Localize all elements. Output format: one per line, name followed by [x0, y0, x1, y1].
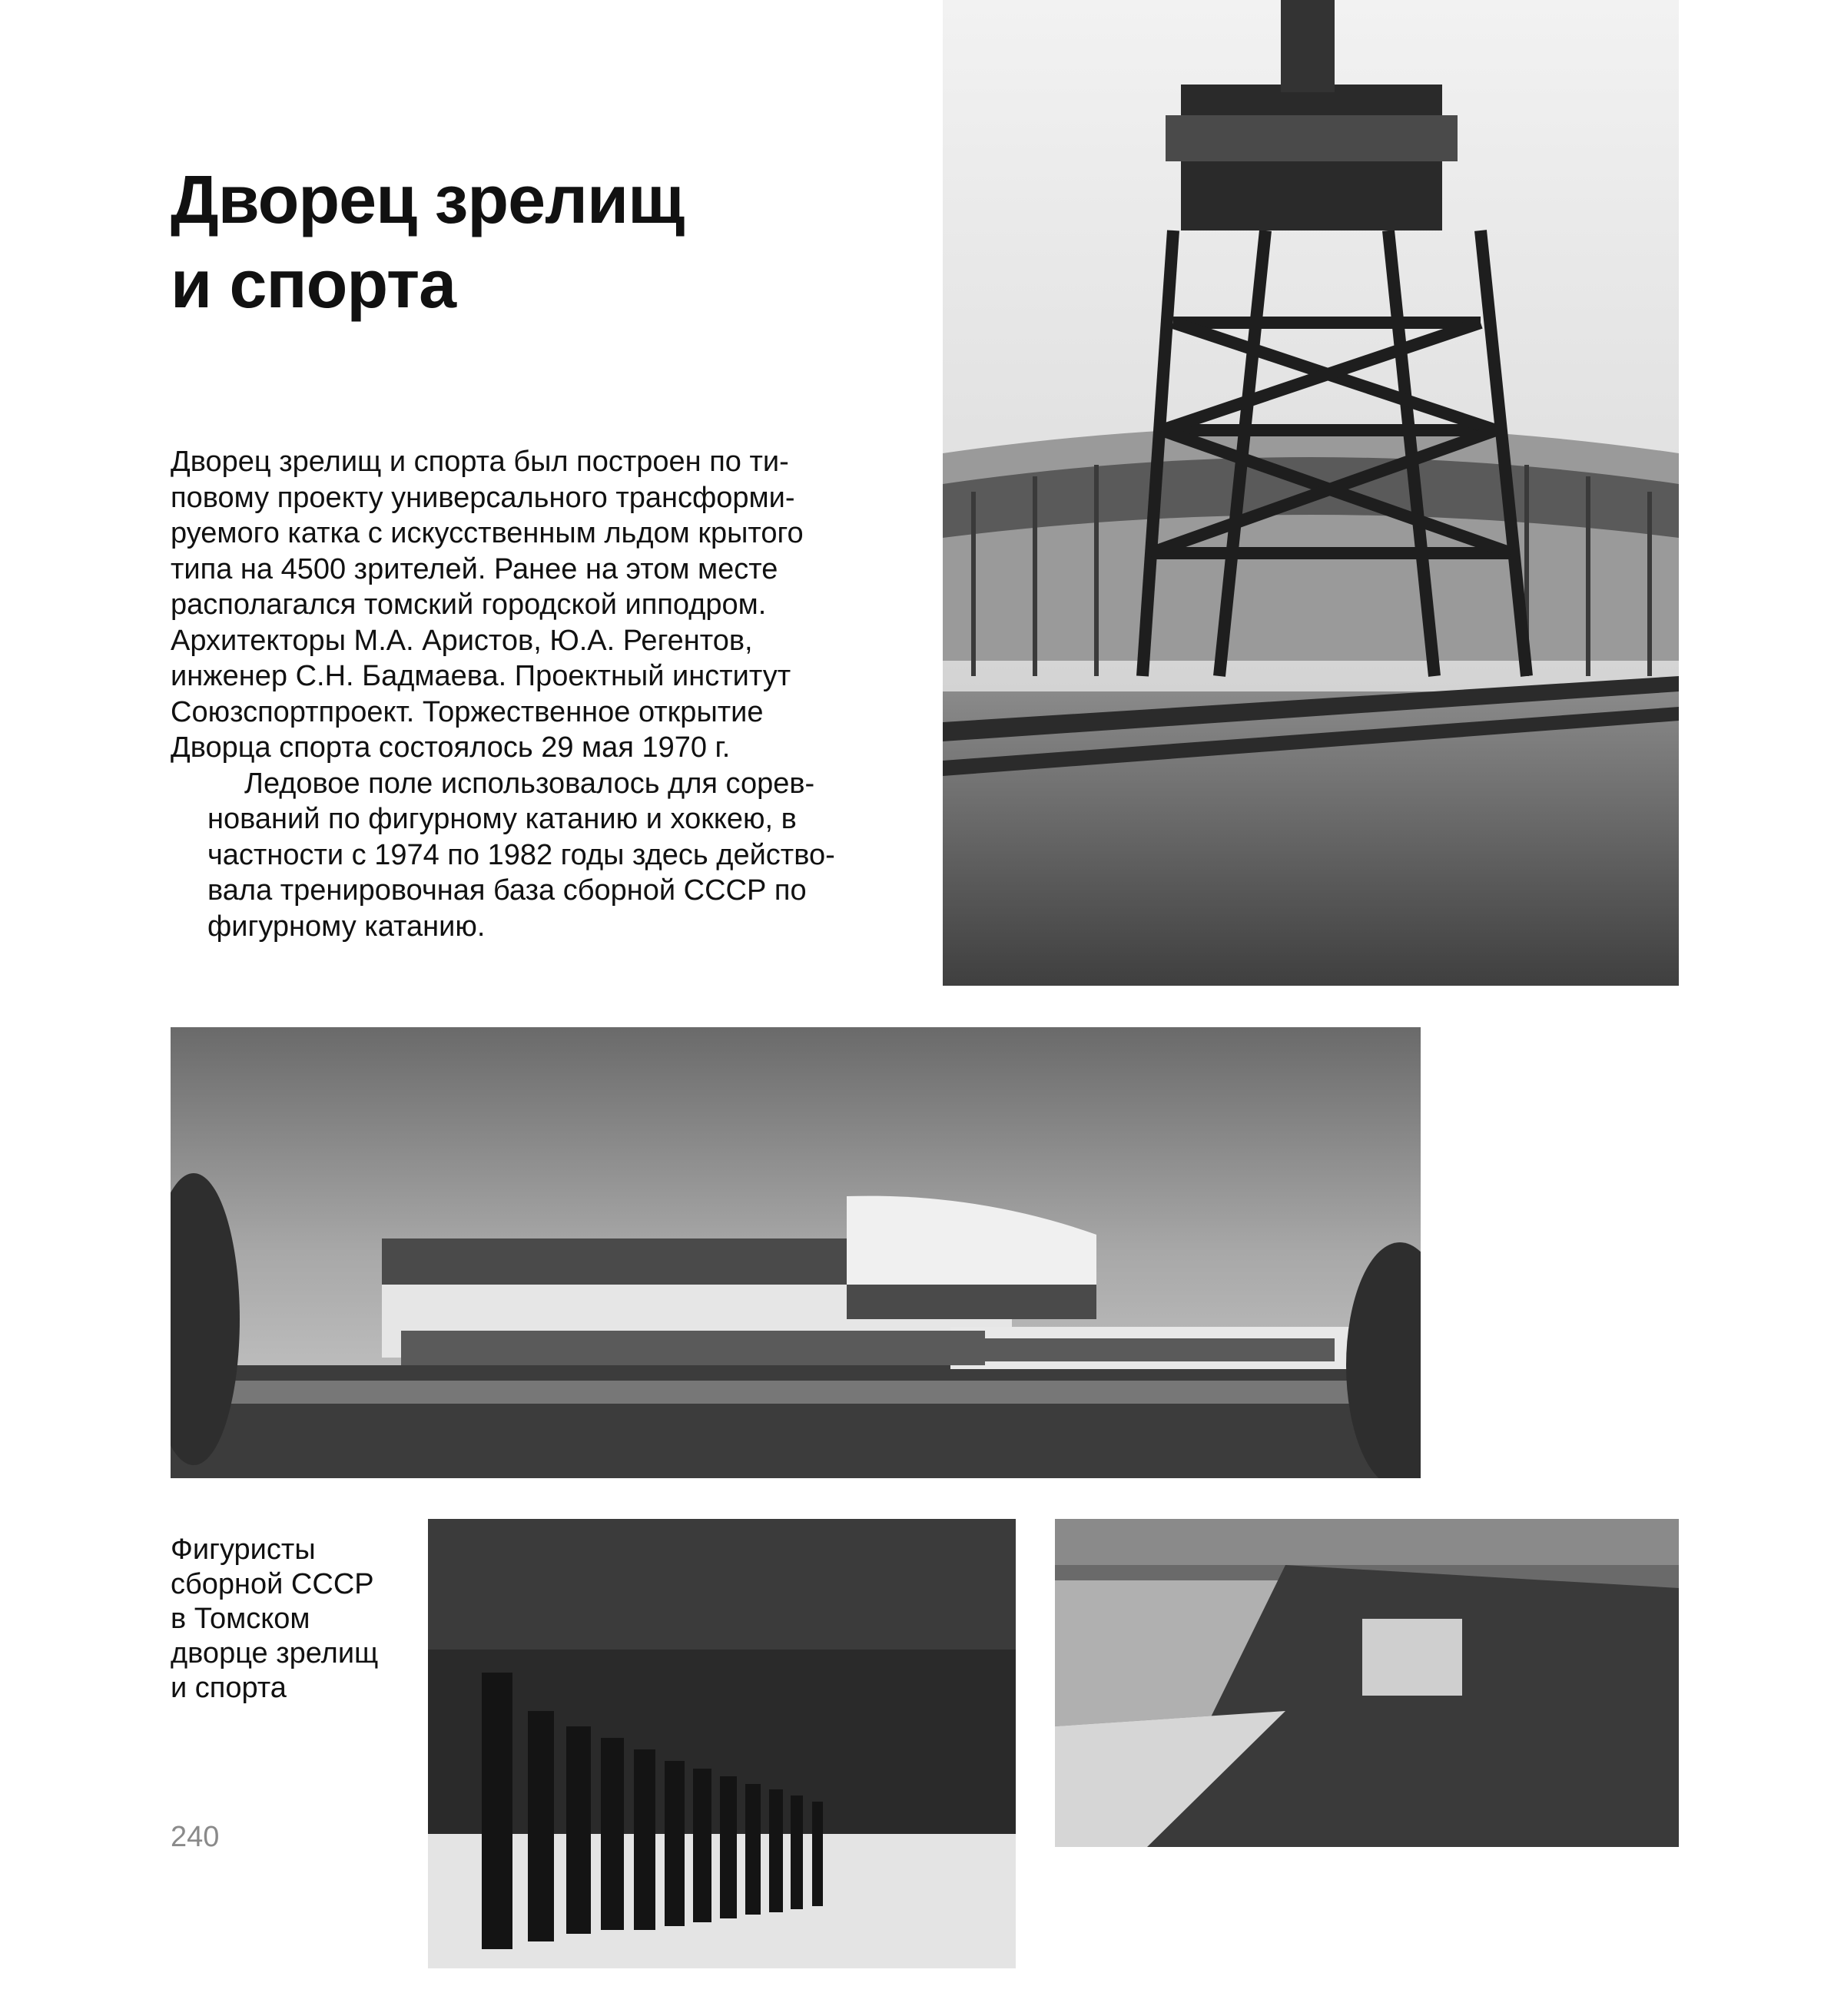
crane-image	[943, 0, 1679, 986]
text-line: Дворца спорта состоялось 29 мая 1970 г.	[171, 731, 731, 764]
text-line: частности с 1974 по 1982 годы здесь действо-	[207, 838, 835, 871]
paragraph	[171, 766, 862, 945]
paragraph	[171, 444, 862, 766]
text-line: нований по фигурному катанию и хоккею, в	[207, 803, 797, 835]
caption-line: Фигуристы	[171, 1534, 316, 1566]
skaters-photo	[428, 1519, 1016, 1968]
crane-photo	[943, 0, 1679, 986]
text-line: инженер С.Н. Бадмаева. Проектный институт	[171, 660, 791, 692]
caption-line: дворце зрелищ	[171, 1637, 379, 1670]
text-line: руемого катка с искусственным льдом крытого	[171, 517, 804, 549]
caption-line: и спорта	[171, 1672, 287, 1704]
text-line: располагался томский городской ипподром.	[171, 589, 767, 621]
caption-line: сборной СССР	[171, 1568, 374, 1600]
text-line: Архитекторы М.А. Аристов, Ю.А. Регентов,	[171, 624, 753, 657]
title-line: Дворец зрелищ	[171, 161, 685, 237]
body-text	[171, 444, 862, 944]
stands-image	[1055, 1519, 1679, 1847]
text-line: типа на 4500 зрителей. Ранее на этом месте	[171, 552, 778, 585]
text-line: Дворец зрелищ и спорта был построен по ти-	[171, 446, 789, 478]
skaters-image	[428, 1519, 1016, 1968]
text-line: Ледовое поле использовалось для сорев-	[244, 767, 815, 800]
title-line: и спорта	[171, 246, 456, 322]
text-line: вала тренировочная база сборной СССР по	[207, 874, 807, 907]
page-title	[171, 158, 862, 327]
text-line: повому проекту универсального трансформи-	[171, 481, 795, 514]
photo-caption	[171, 1533, 424, 1706]
exterior-image	[171, 1027, 1421, 1478]
caption-line: в Томском	[171, 1603, 310, 1635]
page-number: 240	[171, 1821, 220, 1853]
exterior-photo	[171, 1027, 1421, 1478]
stands-photo	[1055, 1519, 1679, 1847]
text-line: фигурному катанию.	[207, 910, 486, 943]
text-line: Союзспортпроект. Торжественное открытие	[171, 695, 764, 728]
